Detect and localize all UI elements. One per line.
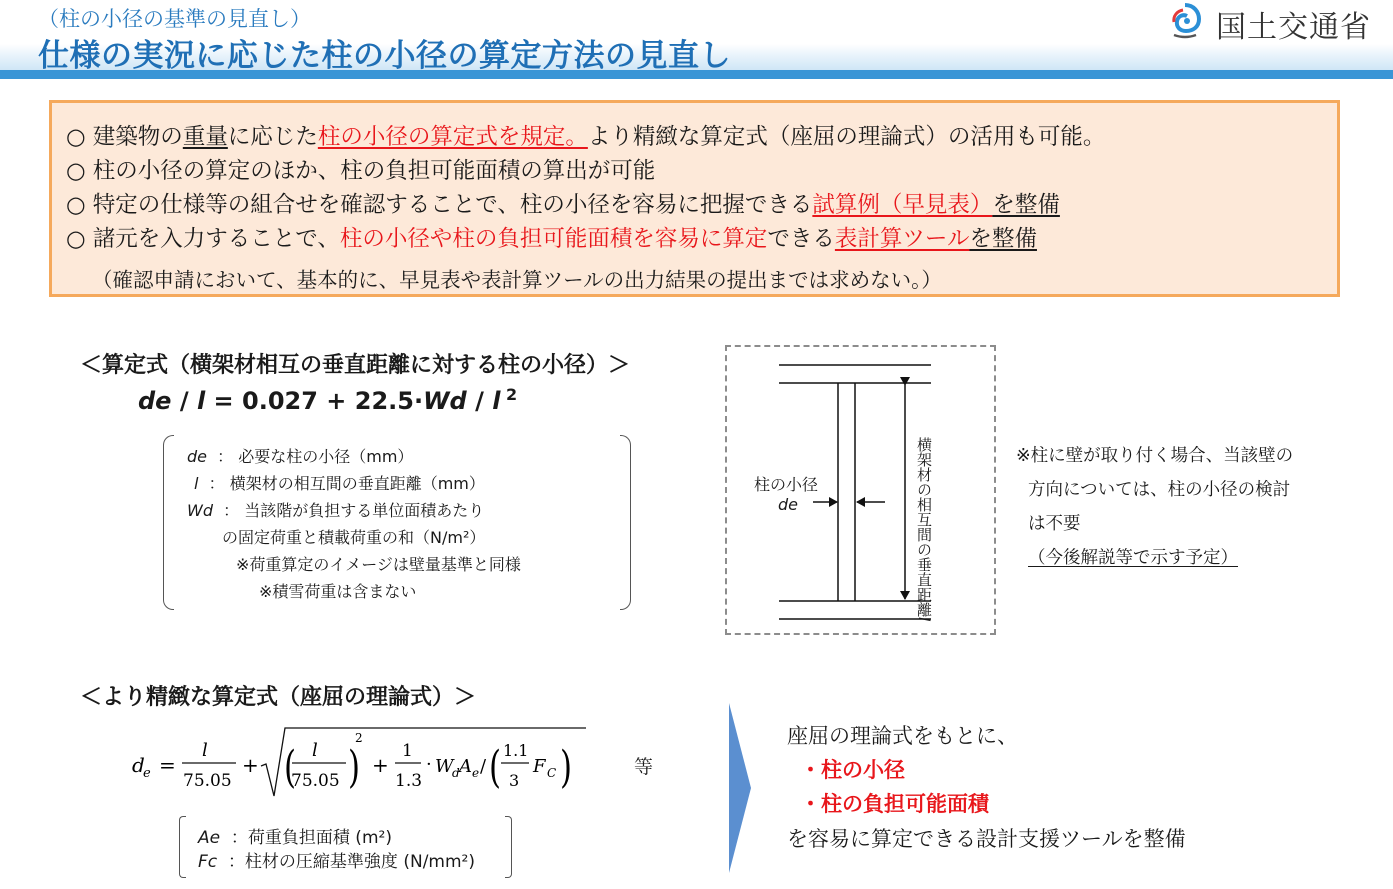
svg-text:=: = (159, 753, 176, 777)
summary-box (49, 100, 1340, 297)
svg-text:+: + (242, 753, 259, 777)
page-title: 仕様の実況に応じた柱の小径の算定方法の見直し (38, 38, 731, 74)
svg-text:d: d (132, 753, 145, 777)
svg-text:e: e (143, 766, 151, 781)
svg-text:W: W (435, 756, 454, 777)
def-text: ： 横架材の相互間の垂直距離（mm） (208, 474, 485, 493)
def-symbol: Ae (198, 828, 221, 848)
summary-underline: 重量 (182, 124, 228, 150)
ministry-name: 国土交通省 (1216, 10, 1371, 45)
formula-symbol: Wd (423, 387, 467, 415)
svg-text:/: / (480, 756, 487, 777)
def-note-snow: ※積雪荷重は含まない (259, 582, 417, 601)
theory-defs-bracket-left (179, 816, 186, 878)
summary-line-3 (66, 187, 1060, 219)
def-symbol: Wd (187, 501, 213, 520)
summary-underline: を整備 (969, 226, 1037, 252)
result-column-size: ・柱の小径 (800, 758, 905, 782)
defs-bracket-right (620, 435, 631, 610)
svg-text:l: l (202, 740, 208, 761)
summary-highlight: 表計算ツール (834, 226, 970, 252)
theory-heading: ＜より精緻な算定式（座屈の理論式）＞ (80, 685, 477, 710)
result-line-4: を容易に算定できる設計支援ツールを整備 (787, 827, 1186, 851)
svg-text:): ) (348, 741, 361, 793)
def-text: ： 当該階が負担する単位面積あたり (223, 501, 485, 520)
svg-text:1.3: 1.3 (395, 771, 423, 791)
etc-label: 等 (634, 756, 654, 778)
bullet: ○ (66, 158, 86, 184)
svg-text:d: d (452, 766, 460, 780)
def-wd-cont: の固定荷重と積載荷重の和（N/m²） (222, 528, 486, 547)
def-text: ：荷重負担面積 (m²) (230, 828, 392, 848)
def-text: ： 必要な柱の小径（mm） (217, 447, 414, 466)
result-load-area: ・柱の負担可能面積 (800, 792, 989, 816)
def-symbol: Fc (198, 852, 218, 872)
column-size-symbol: de (778, 495, 798, 514)
def-note-load: ※荷重算定のイメージは壁量基準と同様 (236, 555, 521, 574)
wall-note-1: ※柱に壁が取り付く場合、当該壁の (1016, 446, 1294, 466)
mlit-logo-icon (1168, 2, 1202, 40)
summary-underline: を整備 (992, 192, 1060, 218)
vertical-distance-symbol: l (915, 617, 933, 622)
svg-text:2: 2 (355, 731, 363, 745)
summary-highlight: 柱の小径や柱の負担可能面積を容易に算定 (339, 226, 768, 252)
svg-text:+: + (372, 753, 389, 777)
wall-note-2: 方向については、柱の小径の検討 (1028, 480, 1291, 500)
bullet: ○ (66, 226, 86, 252)
svg-text:C: C (547, 766, 557, 780)
summary-text: できる (767, 226, 835, 252)
summary-highlight: 柱の小径の算定式を規定。 (317, 124, 588, 150)
vertical-distance-label (915, 437, 933, 621)
svg-text:75.05: 75.05 (183, 771, 232, 791)
bullet: ○ (66, 192, 86, 218)
summary-text: 建築物の (92, 124, 183, 150)
summary-text: 柱の小径の算定のほか、柱の負担可能面積の算出が可能 (92, 158, 656, 184)
def-fc (198, 847, 475, 872)
formula-symbol: l (492, 387, 501, 415)
sizing-formula (138, 385, 517, 415)
page-subtitle: （柱の小径の基準の見直し） (38, 7, 311, 31)
formula-symbol: l (196, 387, 206, 415)
svg-text:3: 3 (509, 771, 520, 790)
def-l (194, 471, 485, 494)
wall-note-4: （今後解説等で示す予定） (1028, 548, 1238, 568)
def-symbol: de (187, 447, 207, 466)
formula-exponent: 2 (500, 385, 518, 404)
formula-part: = 0.027 + 22.5· (205, 387, 424, 415)
wall-note-3: は不要 (1028, 514, 1081, 534)
svg-text:(: ( (489, 741, 502, 793)
svg-text:·: · (426, 754, 432, 775)
result-line-1: 座屈の理論式をもとに、 (787, 724, 1018, 748)
def-de (187, 444, 413, 467)
def-symbol: l (194, 474, 199, 493)
summary-text: に応じた (227, 124, 318, 150)
formula-part: / (466, 387, 493, 415)
summary-line-4 (66, 221, 1037, 253)
svg-text:1.1: 1.1 (503, 741, 529, 760)
summary-text: 特定の仕様等の組合せを確認することで、柱の小径を容易に把握できる (92, 192, 813, 218)
bullet: ○ (66, 124, 86, 150)
formula-heading: ＜算定式（横架材相互の垂直距離に対する柱の小径）＞ (80, 353, 631, 378)
def-wd (187, 498, 484, 521)
def-ae (198, 823, 392, 848)
theory-defs-bracket-right (505, 816, 512, 878)
summary-note: （確認申請において、基本的に、早見表や表計算ツールの出力結果の提出までは求めない。） (92, 268, 942, 292)
defs-bracket-left (163, 435, 174, 610)
column-size-label: 柱の小径 (754, 475, 819, 494)
chevron-right-icon (729, 703, 751, 873)
buckling-formula (128, 722, 598, 802)
svg-text:): ) (560, 741, 573, 793)
def-text: ：柱材の圧縮基準強度 (N/mm²) (227, 852, 475, 872)
summary-line-2 (66, 153, 655, 185)
svg-text:e: e (472, 766, 480, 780)
summary-text: 諸元を入力することで、 (92, 226, 340, 252)
formula-symbol: de (138, 387, 172, 415)
svg-text:75.05: 75.05 (291, 771, 340, 791)
svg-text:A: A (459, 756, 472, 777)
vertical-distance-text: 横架材の相互間の垂直距離 (915, 437, 933, 617)
svg-text:(: ( (284, 741, 297, 793)
formula-part: / (171, 387, 197, 415)
svg-text:1: 1 (402, 741, 413, 761)
svg-text:l: l (312, 740, 318, 761)
summary-line-1 (66, 119, 1105, 151)
svg-text:F: F (533, 756, 546, 777)
summary-text: より精緻な算定式（座屈の理論式）の活用も可能。 (587, 124, 1106, 150)
summary-highlight: 試算例（早見表） (812, 192, 993, 218)
